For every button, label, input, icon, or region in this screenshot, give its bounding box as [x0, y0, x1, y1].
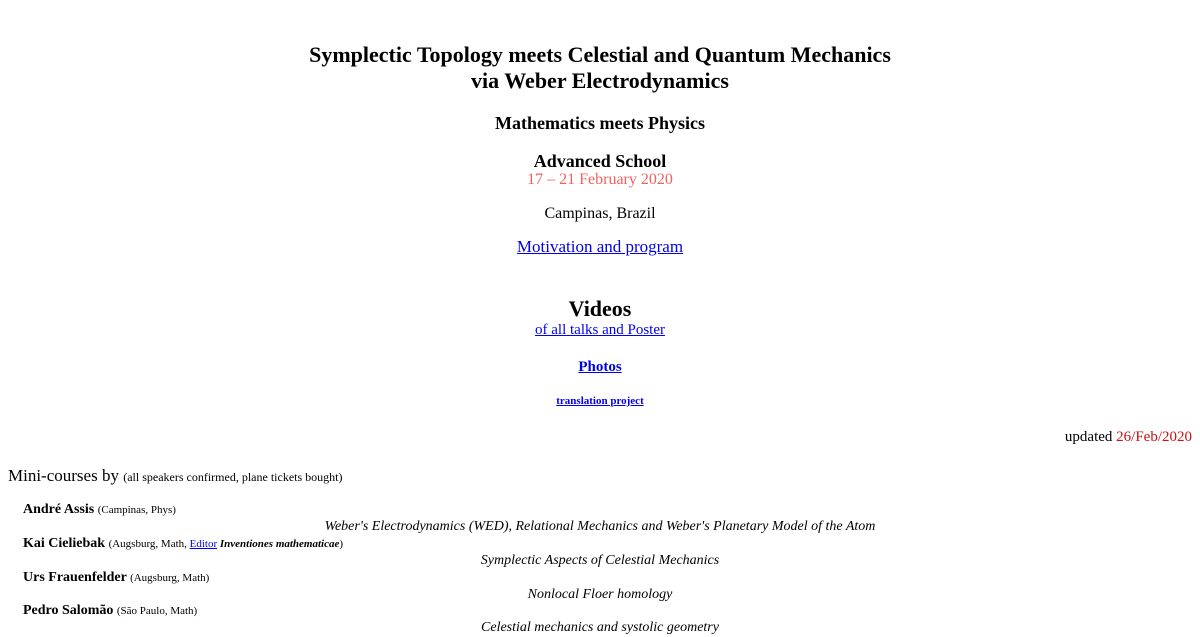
- school-heading: Advanced School: [533, 151, 667, 171]
- speaker-affiliation-group: [109, 538, 343, 550]
- event-dates: 17 – 21 February 2020: [527, 171, 673, 188]
- updated-date: 26/Feb/2020: [1116, 429, 1192, 445]
- affiliation-close: ): [339, 538, 344, 550]
- photos-link[interactable]: Photos: [578, 359, 622, 375]
- speaker-affiliation: (São Paulo, Math): [116, 605, 198, 617]
- speaker-cieliebak: [23, 535, 343, 553]
- course-title: Nonlocal Floer homology: [527, 587, 673, 602]
- speaker-salomao: [23, 602, 197, 620]
- subtitle: Mathematics meets Physics: [495, 113, 705, 133]
- speaker-name: Kai Cieliebak: [23, 536, 106, 551]
- editor-link[interactable]: Editor: [189, 538, 218, 550]
- speaker-assis: [23, 501, 176, 519]
- title-line-1: Symplectic Topology meets Celestial and Quantum Mechanics: [309, 42, 891, 67]
- speaker-affiliation: (Augsburg, Math,: [108, 538, 187, 550]
- journal-name: Inventiones mathematicae: [219, 538, 340, 550]
- page-title: [0, 42, 1200, 94]
- updated-notice: [1065, 428, 1192, 446]
- title-line-2: via Weber Electrodynamics: [471, 68, 729, 93]
- minicourses-heading: [8, 466, 342, 487]
- event-location: Campinas, Brazil: [544, 205, 656, 222]
- speaker-name: Pedro Salomão: [23, 603, 114, 618]
- translation-row: [0, 394, 1200, 408]
- updated-label: updated: [1064, 429, 1113, 445]
- speaker-affiliation: (Augsburg, Math): [130, 572, 210, 584]
- videos-row: [0, 321, 1200, 339]
- course-title: Weber's Electrodynamics (WED), Relational Mechanics and Weber's Planetary Model of the Atom: [324, 519, 876, 534]
- translation-link[interactable]: translation project: [556, 395, 644, 407]
- photos-row: [0, 358, 1200, 376]
- speaker-affiliation: (Campinas, Phys): [97, 504, 176, 516]
- speaker-name: Urs Frauenfelder: [23, 570, 127, 585]
- speaker-name: André Assis: [23, 502, 95, 517]
- minicourses-note: (all speakers confirmed, plane tickets bought): [123, 470, 343, 484]
- motivation-row: [0, 237, 1200, 257]
- motivation-link[interactable]: Motivation and program: [516, 237, 684, 256]
- speaker-frauenfelder: [23, 569, 209, 587]
- minicourses-label: Mini-courses by: [8, 466, 119, 485]
- videos-link[interactable]: of all talks and Poster: [535, 322, 665, 338]
- course-title: Symplectic Aspects of Celestial Mechanics: [480, 553, 720, 568]
- course-title: Celestial mechanics and systolic geometry: [481, 620, 719, 635]
- videos-heading: Videos: [568, 296, 632, 321]
